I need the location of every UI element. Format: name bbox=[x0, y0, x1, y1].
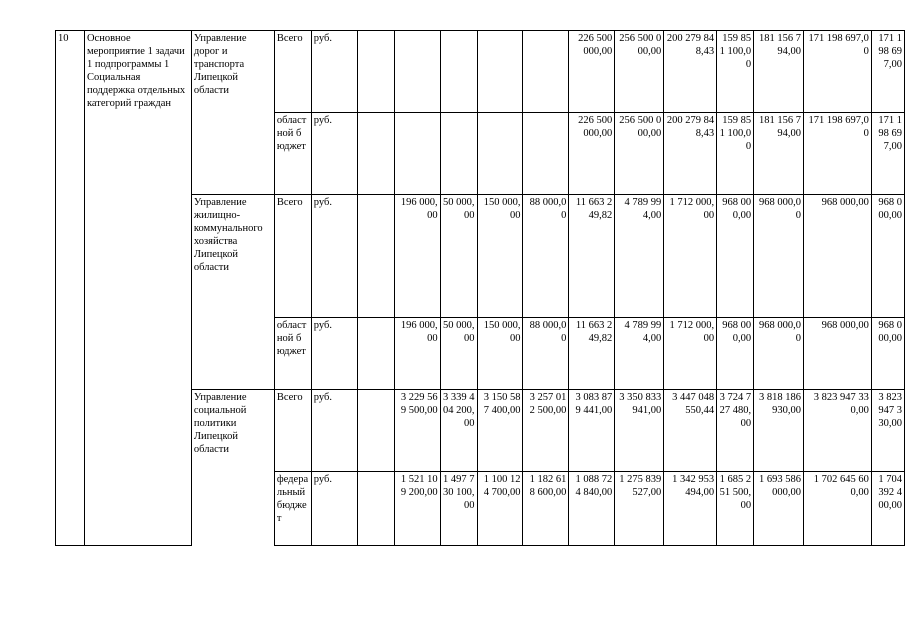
value-cell: 968 000,00 bbox=[717, 195, 754, 318]
value-cell: 256 500 000,00 bbox=[615, 113, 664, 195]
activity-cell: Основное мероприятие 1 задачи 1 подпрограммы 1 Социальная поддержка отдельных категорий граждан bbox=[84, 31, 191, 546]
value-cell: 88 000,00 bbox=[523, 195, 569, 318]
source-cell: Всего bbox=[274, 31, 311, 113]
value-cell bbox=[523, 113, 569, 195]
value-cell bbox=[523, 31, 569, 113]
value-cell: 1 693 586 000,00 bbox=[754, 472, 804, 546]
value-cell: 150 000,00 bbox=[477, 318, 523, 390]
value-cell: 196 000,00 bbox=[394, 318, 440, 390]
value-cell bbox=[357, 472, 394, 546]
value-cell: 3 150 587 400,00 bbox=[477, 390, 523, 472]
value-cell: 1 685 251 500,00 bbox=[717, 472, 754, 546]
value-cell: 1 702 645 600,00 bbox=[803, 472, 871, 546]
source-cell: областной бюджет bbox=[274, 113, 311, 195]
value-cell: 3 350 833 941,00 bbox=[615, 390, 664, 472]
value-cell bbox=[394, 113, 440, 195]
unit-cell: руб. bbox=[311, 113, 357, 195]
value-cell: 181 156 794,00 bbox=[754, 31, 804, 113]
value-cell: 3 724 727 480,00 bbox=[717, 390, 754, 472]
unit-cell: руб. bbox=[311, 31, 357, 113]
value-cell: 1 088 724 840,00 bbox=[569, 472, 615, 546]
value-cell: 171 198 697,00 bbox=[803, 113, 871, 195]
value-cell: 171 198 697,00 bbox=[871, 113, 904, 195]
value-cell: 968 000,00 bbox=[754, 195, 804, 318]
value-cell: 1 342 953 494,00 bbox=[664, 472, 717, 546]
value-cell: 968 000,00 bbox=[871, 195, 904, 318]
value-cell: 200 279 848,43 bbox=[664, 113, 717, 195]
value-cell: 181 156 794,00 bbox=[754, 113, 804, 195]
value-cell: 1 704 392 400,00 bbox=[871, 472, 904, 546]
value-cell: 256 500 000,00 bbox=[615, 31, 664, 113]
value-cell: 200 279 848,43 bbox=[664, 31, 717, 113]
value-cell bbox=[357, 113, 394, 195]
value-cell bbox=[357, 31, 394, 113]
value-cell: 171 198 697,00 bbox=[803, 31, 871, 113]
value-cell: 968 000,00 bbox=[803, 318, 871, 390]
value-cell: 1 275 839 527,00 bbox=[615, 472, 664, 546]
unit-cell: руб. bbox=[311, 195, 357, 318]
value-cell bbox=[357, 195, 394, 318]
value-cell: 4 789 994,00 bbox=[615, 318, 664, 390]
row-number-cell: 10 bbox=[56, 31, 85, 546]
value-cell: 1 712 000,00 bbox=[664, 318, 717, 390]
unit-cell: руб. bbox=[311, 318, 357, 390]
table-row bbox=[56, 31, 905, 113]
value-cell bbox=[477, 113, 523, 195]
executor-cell: Управление социальной политики Липецкой области bbox=[191, 390, 274, 546]
unit-cell: руб. bbox=[311, 390, 357, 472]
value-cell: 88 000,00 bbox=[523, 318, 569, 390]
value-cell: 3 339 404 200,00 bbox=[440, 390, 477, 472]
value-cell: 968 000,00 bbox=[754, 318, 804, 390]
value-cell: 226 500 000,00 bbox=[569, 113, 615, 195]
value-cell: 1 521 109 200,00 bbox=[394, 472, 440, 546]
value-cell: 968 000,00 bbox=[803, 195, 871, 318]
source-cell: областной бюджет bbox=[274, 318, 311, 390]
value-cell: 3 818 186 930,00 bbox=[754, 390, 804, 472]
value-cell: 196 000,00 bbox=[394, 195, 440, 318]
value-cell: 1 100 124 700,00 bbox=[477, 472, 523, 546]
executor-cell: Управление дорог и транспорта Липецкой области bbox=[191, 31, 274, 195]
source-cell: федеральный бюджет bbox=[274, 472, 311, 546]
value-cell bbox=[357, 318, 394, 390]
source-cell: Всего bbox=[274, 195, 311, 318]
value-cell: 150 000,00 bbox=[477, 195, 523, 318]
value-cell: 1 497 730 100,00 bbox=[440, 472, 477, 546]
value-cell: 50 000,00 bbox=[440, 195, 477, 318]
value-cell bbox=[357, 390, 394, 472]
value-cell bbox=[440, 113, 477, 195]
value-cell: 171 198 697,00 bbox=[871, 31, 904, 113]
value-cell: 159 851 100,00 bbox=[717, 31, 754, 113]
executor-cell: Управление жилищно-коммунального хозяйства Липецкой области bbox=[191, 195, 274, 390]
value-cell: 3 229 569 500,00 bbox=[394, 390, 440, 472]
value-cell: 11 663 249,82 bbox=[569, 195, 615, 318]
value-cell bbox=[440, 31, 477, 113]
value-cell: 3 257 012 500,00 bbox=[523, 390, 569, 472]
value-cell: 1 182 618 600,00 bbox=[523, 472, 569, 546]
value-cell: 968 000,00 bbox=[717, 318, 754, 390]
source-cell: Всего bbox=[274, 390, 311, 472]
value-cell: 3 447 048 550,44 bbox=[664, 390, 717, 472]
value-cell: 226 500 000,00 bbox=[569, 31, 615, 113]
value-cell: 159 851 100,00 bbox=[717, 113, 754, 195]
value-cell: 3 823 947 330,00 bbox=[803, 390, 871, 472]
value-cell: 3 083 879 441,00 bbox=[569, 390, 615, 472]
budget-table bbox=[55, 30, 905, 546]
value-cell: 50 000,00 bbox=[440, 318, 477, 390]
unit-cell: руб. bbox=[311, 472, 357, 546]
value-cell bbox=[394, 31, 440, 113]
value-cell bbox=[477, 31, 523, 113]
value-cell: 11 663 249,82 bbox=[569, 318, 615, 390]
value-cell: 968 000,00 bbox=[871, 318, 904, 390]
value-cell: 3 823 947 330,00 bbox=[871, 390, 904, 472]
value-cell: 4 789 994,00 bbox=[615, 195, 664, 318]
value-cell: 1 712 000,00 bbox=[664, 195, 717, 318]
